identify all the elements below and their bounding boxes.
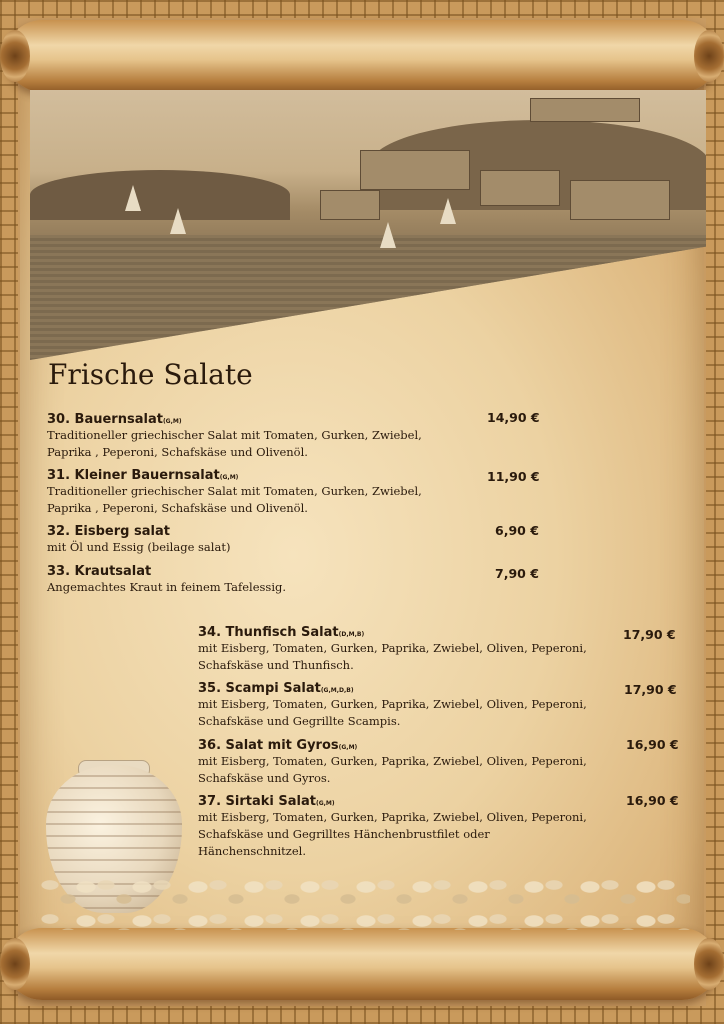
item-price: 16,90 €: [626, 793, 679, 808]
item-description: mit Öl und Essig (beilage salat): [47, 540, 231, 554]
item-name: 34. Thunfisch Salat: [198, 625, 339, 640]
menu-item-32: [47, 520, 467, 556]
menu-title: Frische Salate: [48, 358, 253, 391]
menu-item-37: [198, 790, 618, 860]
item-price: 11,90 €: [487, 469, 540, 484]
item-price: 17,90 €: [624, 682, 677, 697]
item-description: Paprika , Peperoni, Schafskäse und Olivenöl.: [47, 501, 308, 515]
item-name: 35. Scampi Salat: [198, 681, 321, 696]
item-description: mit Eisberg, Tomaten, Gurken, Paprika, Zwiebel, Oliven, Peperoni,: [198, 810, 587, 824]
item-price: 14,90 €: [487, 410, 540, 425]
menu-item-35: [198, 677, 618, 730]
item-description: mit Eisberg, Tomaten, Gurken, Paprika, Zwiebel, Oliven, Peperoni,: [198, 697, 587, 711]
item-description: Schafskäse und Gyros.: [198, 771, 331, 785]
scroll-roll-top: [6, 20, 718, 92]
item-name: 31. Kleiner Bauernsalat: [47, 468, 220, 483]
item-description: Traditioneller griechischer Salat mit Tomaten, Gurken, Zwiebel,: [47, 484, 422, 498]
menu-item-36: [198, 734, 618, 787]
menu-item-30: [47, 408, 467, 461]
item-price: 7,90 €: [495, 566, 539, 581]
pebbles-image: [40, 875, 690, 930]
item-description: Schafskäse und Gegrilltes Hänchenbrustfilet oder: [198, 827, 490, 841]
item-description: Angemachtes Kraut in feinem Tafelessig.: [47, 580, 287, 594]
item-description: Paprika , Peperoni, Schafskäse und Olivenöl.: [47, 445, 308, 459]
item-description: Hänchenschnitzel.: [198, 844, 307, 858]
scroll-roll-bottom: [6, 928, 718, 1000]
item-name: 37. Sirtaki Salat: [198, 794, 316, 809]
item-name: 33. Krautsalat: [47, 564, 152, 579]
item-allergens: (G,M): [315, 800, 335, 807]
item-allergens: (G,M,D,B): [320, 687, 354, 694]
item-allergens: (G,M): [219, 474, 239, 481]
item-allergens: (G,M): [162, 418, 182, 425]
item-name: 36. Salat mit Gyros: [198, 738, 339, 753]
item-price: 6,90 €: [495, 523, 539, 538]
item-description: mit Eisberg, Tomaten, Gurken, Paprika, Zwiebel, Oliven, Peperoni,: [198, 641, 587, 655]
menu-item-33: [47, 560, 467, 596]
item-name: 32. Eisberg salat: [47, 524, 170, 539]
menu-item-31: [47, 464, 467, 517]
item-allergens: (G,M): [338, 744, 358, 751]
item-price: 16,90 €: [626, 737, 679, 752]
item-price: 17,90 €: [623, 627, 676, 642]
item-description: mit Eisberg, Tomaten, Gurken, Paprika, Zwiebel, Oliven, Peperoni,: [198, 754, 587, 768]
item-name: 30. Bauernsalat: [47, 412, 163, 427]
menu-item-34: [198, 621, 618, 674]
item-description: Schafskäse und Thunfisch.: [198, 658, 354, 672]
item-allergens: (D,M,B): [338, 631, 365, 638]
item-description: Schafskäse und Gegrillte Scampis.: [198, 714, 401, 728]
item-description: Traditioneller griechischer Salat mit Tomaten, Gurken, Zwiebel,: [47, 428, 422, 442]
